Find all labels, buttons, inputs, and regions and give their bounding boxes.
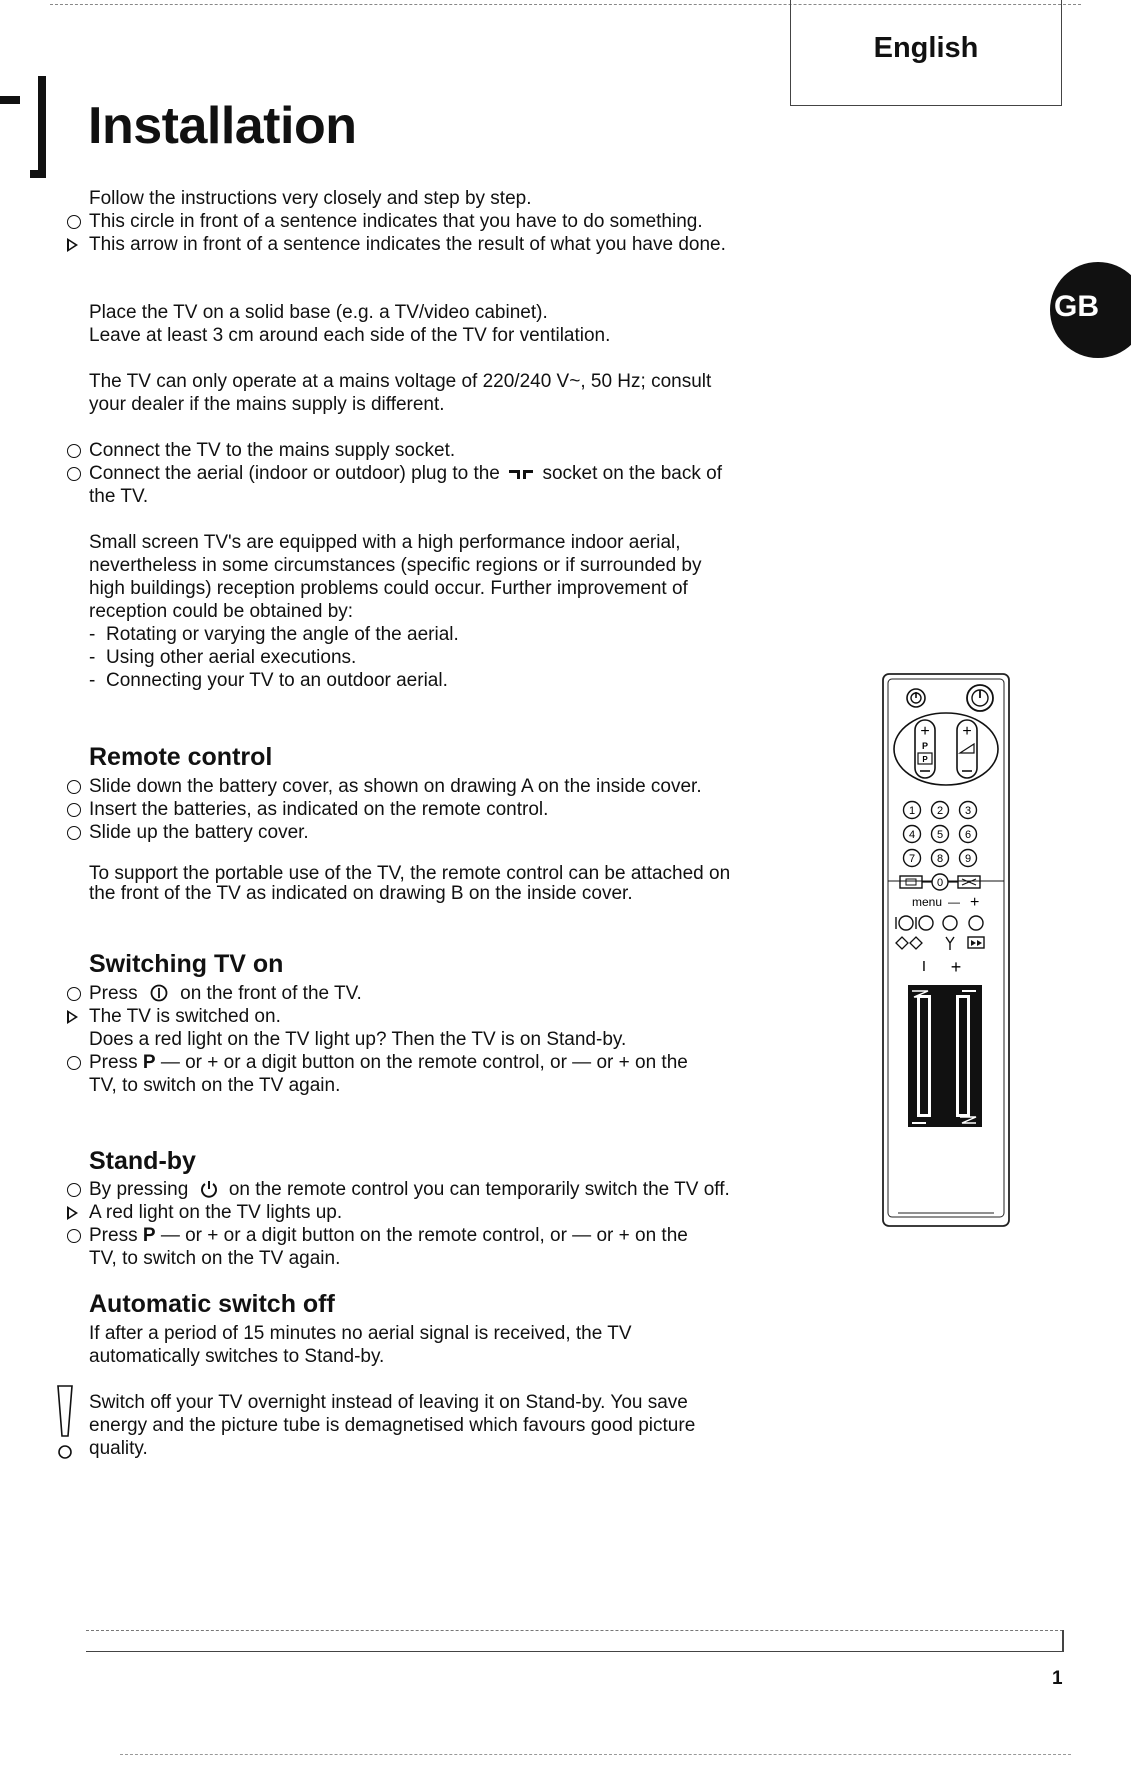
- step-line: Connect the aerial (indoor or outdoor) plug to the socket on the back of: [89, 462, 789, 485]
- result-arrow-icon: [67, 1005, 87, 1030]
- standby-block: [89, 1178, 789, 1270]
- text-line: The TV can only operate at a mains voltage of 220/240 V~, 50 Hz; consult: [89, 371, 712, 392]
- step-line: Connect the TV to the mains supply socket.: [89, 439, 789, 462]
- standby-power-icon: [199, 1179, 219, 1199]
- list-item: - Rotating or varying the angle of the aerial.: [89, 624, 459, 645]
- page-number: 1: [1052, 1668, 1063, 1689]
- aerial-socket-icon: [509, 469, 533, 479]
- text-line: Does a red light on the TV light up? Then the TV is on Stand-by.: [89, 1029, 627, 1050]
- remote-control-illustration: [882, 673, 1010, 1227]
- text-line: Place the TV on a solid base (e.g. a TV/video cabinet).: [89, 302, 548, 323]
- svg-text:P: P: [921, 741, 929, 751]
- auto-off-block: [89, 1322, 789, 1368]
- text-line: TV, to switch on the TV again.: [89, 1248, 341, 1269]
- text-line: If after a period of 15 minutes no aerial signal is received, the TV: [89, 1323, 632, 1344]
- svg-text:2: 2: [936, 805, 944, 817]
- digit-buttons: [904, 802, 977, 867]
- list-item: - Connecting your TV to an outdoor aerial.: [89, 670, 448, 691]
- result-arrow-icon: [67, 233, 87, 258]
- corner-mark: [0, 96, 20, 104]
- placement-block: [89, 301, 789, 508]
- language-box: [790, 0, 1062, 106]
- svg-text:+: +: [920, 723, 930, 740]
- text-line: the TV.: [89, 486, 149, 507]
- step-line: Slide down the battery cover, as shown on drawing A on the inside cover.: [89, 775, 789, 798]
- country-badge: [1050, 262, 1131, 358]
- step-line: Insert the batteries, as indicated on the remote control.: [89, 798, 789, 821]
- step-line: Slide up the battery cover.: [89, 821, 789, 844]
- text-line: reception could be obtained by:: [89, 601, 354, 622]
- action-circle-icon: [67, 821, 87, 846]
- intro-line: This circle in front of a sentence indicates that you have to do something.: [89, 210, 789, 233]
- remote-control-block: [89, 775, 789, 904]
- action-circle-icon: [67, 462, 87, 487]
- text-line: energy and the picture tube is demagnetised which favours good picture: [89, 1415, 696, 1436]
- language-label: English: [873, 32, 979, 64]
- text-line: high buildings) reception problems could occur. Further improvement of: [89, 578, 688, 599]
- action-circle-icon: [67, 210, 87, 235]
- intro-line: Follow the instructions very closely and step by step.: [89, 188, 532, 209]
- svg-text:7: 7: [908, 853, 916, 865]
- country-badge-label: GB: [1054, 290, 1099, 323]
- text-line: the front of the TV as indicated on drawing B on the inside cover.: [89, 883, 633, 904]
- svg-text:8: 8: [936, 853, 944, 865]
- intro-block: [89, 187, 789, 256]
- action-circle-icon: [67, 775, 87, 800]
- svg-text:5: 5: [936, 829, 944, 841]
- switching-on-block: [89, 982, 789, 1097]
- corner-bracket: [38, 76, 46, 178]
- text-line: TV, to switch on the TV again.: [89, 1075, 341, 1096]
- standby-heading: Stand-by: [89, 1147, 196, 1175]
- power-button-icon: [148, 984, 170, 1002]
- step-line: By pressing on the remote control you can temporarily switch the TV off.: [89, 1178, 789, 1201]
- svg-text:3: 3: [964, 805, 972, 817]
- svg-text:4: 4: [908, 829, 916, 841]
- tip-block: [89, 1391, 789, 1460]
- action-circle-icon: [67, 439, 87, 464]
- svg-text:menu: menu: [912, 895, 943, 909]
- svg-text:0: 0: [936, 877, 944, 889]
- action-circle-icon: [67, 1178, 87, 1203]
- step-line: Press P — or + or a digit button on the remote control, or — or + on the: [89, 1051, 789, 1074]
- svg-text:—: —: [948, 895, 960, 909]
- text-line: Switch off your TV overnight instead of leaving it on Stand-by. You save: [89, 1392, 688, 1413]
- action-circle-icon: [67, 1224, 87, 1249]
- svg-text:9: 9: [964, 853, 972, 865]
- svg-text:I: I: [921, 958, 927, 975]
- corner-bracket-foot: [30, 170, 46, 178]
- footer-rule-tick: [1062, 1630, 1064, 1652]
- text-line: Leave at least 3 cm around each side of the TV for ventilation.: [89, 325, 611, 346]
- action-circle-icon: [67, 798, 87, 823]
- step-line: Press P — or + or a digit button on the remote control, or — or + on the: [89, 1224, 789, 1247]
- action-circle-icon: [67, 1051, 87, 1076]
- text-line: nevertheless in some circumstances (specific regions or if surrounded by: [89, 555, 702, 576]
- footer-rule: [86, 1651, 1063, 1652]
- text-line: Small screen TV's are equipped with a high performance indoor aerial,: [89, 532, 681, 553]
- bottom-dashed-rule: [120, 1754, 1071, 1755]
- auto-off-heading: Automatic switch off: [89, 1290, 335, 1318]
- svg-text:+: +: [950, 957, 962, 977]
- page-title: Installation: [88, 97, 357, 155]
- result-line: The TV is switched on.: [89, 1005, 789, 1028]
- svg-text:+: +: [962, 723, 972, 740]
- footer-dashed-rule: [86, 1630, 1063, 1631]
- remote-control-heading: Remote control: [89, 743, 273, 771]
- step-line: Press on the front of the TV.: [89, 982, 789, 1005]
- svg-text:P: P: [922, 755, 928, 764]
- switching-on-heading: Switching TV on: [89, 950, 284, 978]
- text-line: To support the portable use of the TV, the remote control can be attached on: [89, 863, 731, 884]
- action-circle-icon: [67, 982, 87, 1007]
- svg-text:6: 6: [964, 829, 972, 841]
- result-line: A red light on the TV lights up.: [89, 1201, 789, 1224]
- result-arrow-icon: [67, 1201, 87, 1226]
- aerial-block: [89, 531, 789, 692]
- text-line: quality.: [89, 1438, 148, 1459]
- list-item: - Using other aerial executions.: [89, 647, 357, 668]
- exclamation-icon: [56, 1384, 74, 1464]
- text-line: your dealer if the mains supply is different.: [89, 394, 445, 415]
- svg-text:1: 1: [908, 805, 916, 817]
- svg-text:+: +: [970, 894, 980, 911]
- text-line: automatically switches to Stand-by.: [89, 1346, 385, 1367]
- intro-line: This arrow in front of a sentence indicates the result of what you have done.: [89, 233, 789, 256]
